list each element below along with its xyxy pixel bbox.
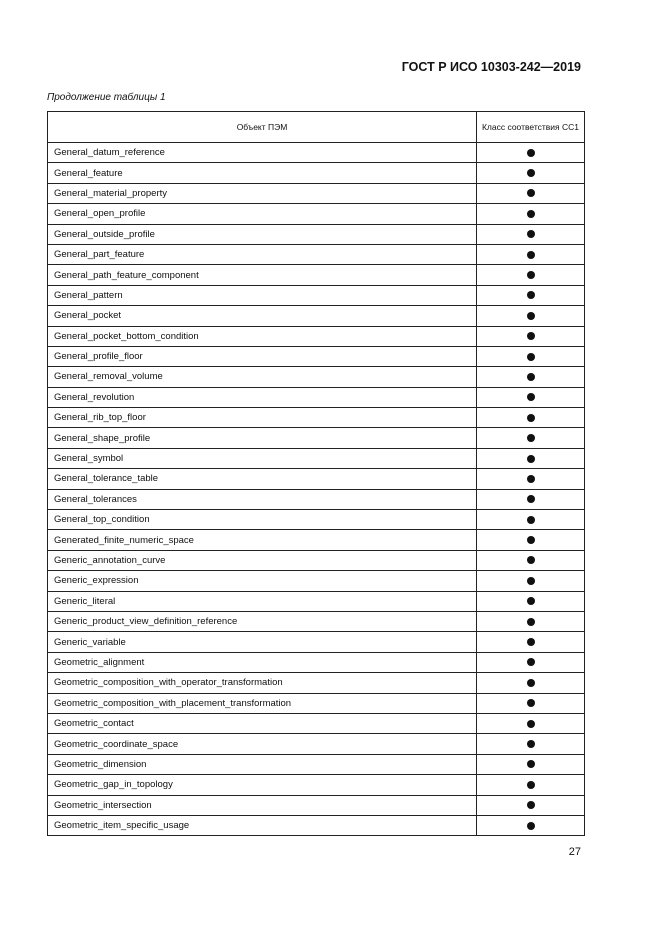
filled-circle-icon [527, 230, 535, 238]
column-header-class: Класс соответствия СС1 [477, 112, 585, 143]
conformance-mark-cell [477, 611, 585, 631]
table-row [48, 204, 585, 224]
table-row [48, 734, 585, 754]
conformance-mark-cell [477, 795, 585, 815]
table-row [48, 632, 585, 652]
filled-circle-icon [527, 699, 535, 707]
column-header-object: Объект ПЭМ [48, 112, 477, 143]
object-name-cell: General_rib_top_floor [48, 408, 477, 428]
object-name-cell: Generic_literal [48, 591, 477, 611]
filled-circle-icon [527, 393, 535, 401]
filled-circle-icon [527, 332, 535, 340]
object-name-cell: General_datum_reference [48, 143, 477, 163]
object-name-cell: Generic_annotation_curve [48, 550, 477, 570]
table-row [48, 469, 585, 489]
object-name-cell: Generic_expression [48, 571, 477, 591]
table-row [48, 448, 585, 468]
table-row [48, 183, 585, 203]
object-name-cell: General_material_property [48, 183, 477, 203]
object-name-cell: General_open_profile [48, 204, 477, 224]
filled-circle-icon [527, 373, 535, 381]
table-row [48, 571, 585, 591]
conformance-mark-cell [477, 591, 585, 611]
table-caption: Продолжение таблицы 1 [47, 92, 166, 103]
object-name-cell: General_path_feature_component [48, 265, 477, 285]
table-row [48, 795, 585, 815]
filled-circle-icon [527, 618, 535, 626]
table-row [48, 673, 585, 693]
conformance-mark-cell [477, 143, 585, 163]
table-row [48, 387, 585, 407]
filled-circle-icon [527, 597, 535, 605]
object-name-cell: Geometric_alignment [48, 652, 477, 672]
object-name-cell: General_tolerance_table [48, 469, 477, 489]
table-row [48, 306, 585, 326]
filled-circle-icon [527, 679, 535, 687]
object-name-cell: General_feature [48, 163, 477, 183]
conformance-mark-cell [477, 306, 585, 326]
conformance-mark-cell [477, 204, 585, 224]
conformance-mark-cell [477, 244, 585, 264]
conformance-mark-cell [477, 815, 585, 835]
object-name-cell: General_part_feature [48, 244, 477, 264]
filled-circle-icon [527, 291, 535, 299]
filled-circle-icon [527, 169, 535, 177]
table-row [48, 367, 585, 387]
standard-designation: ГОСТ Р ИСО 10303-242—2019 [401, 60, 581, 74]
table-header-row [48, 112, 585, 143]
table-row [48, 346, 585, 366]
conformance-mark-cell [477, 326, 585, 346]
table-row [48, 285, 585, 305]
filled-circle-icon [527, 536, 535, 544]
filled-circle-icon [527, 271, 535, 279]
object-name-cell: Geometric_item_specific_usage [48, 815, 477, 835]
table-row [48, 163, 585, 183]
conformance-mark-cell [477, 265, 585, 285]
object-name-cell: Geometric_composition_with_operator_transformation [48, 673, 477, 693]
table-row [48, 652, 585, 672]
filled-circle-icon [527, 455, 535, 463]
conformance-mark-cell [477, 448, 585, 468]
object-name-cell: Generic_product_view_definition_reference [48, 611, 477, 631]
table-row [48, 775, 585, 795]
conformance-mark-cell [477, 346, 585, 366]
object-name-cell: General_revolution [48, 387, 477, 407]
table-row [48, 754, 585, 774]
conformance-mark-cell [477, 469, 585, 489]
table-row [48, 428, 585, 448]
object-name-cell: General_symbol [48, 448, 477, 468]
filled-circle-icon [527, 801, 535, 809]
object-name-cell: General_pocket_bottom_condition [48, 326, 477, 346]
object-name-cell: Geometric_dimension [48, 754, 477, 774]
conformance-mark-cell [477, 632, 585, 652]
filled-circle-icon [527, 516, 535, 524]
filled-circle-icon [527, 760, 535, 768]
conformance-mark-cell [477, 571, 585, 591]
conformance-mark-cell [477, 713, 585, 733]
filled-circle-icon [527, 189, 535, 197]
filled-circle-icon [527, 149, 535, 157]
object-name-cell: Geometric_intersection [48, 795, 477, 815]
table-row [48, 510, 585, 530]
object-name-cell: General_removal_volume [48, 367, 477, 387]
object-name-cell: Geometric_composition_with_placement_transformation [48, 693, 477, 713]
table-row [48, 713, 585, 733]
table-row [48, 550, 585, 570]
table-row [48, 815, 585, 835]
table-row [48, 611, 585, 631]
filled-circle-icon [527, 781, 535, 789]
filled-circle-icon [527, 210, 535, 218]
table-row [48, 530, 585, 550]
conformance-mark-cell [477, 673, 585, 693]
conformance-mark-cell [477, 530, 585, 550]
filled-circle-icon [527, 495, 535, 503]
table-row [48, 693, 585, 713]
filled-circle-icon [527, 740, 535, 748]
filled-circle-icon [527, 353, 535, 361]
conformance-mark-cell [477, 224, 585, 244]
object-name-cell: Geometric_coordinate_space [48, 734, 477, 754]
filled-circle-icon [527, 434, 535, 442]
table-row [48, 489, 585, 509]
object-name-cell: General_tolerances [48, 489, 477, 509]
conformance-mark-cell [477, 693, 585, 713]
table-row [48, 143, 585, 163]
conformance-mark-cell [477, 652, 585, 672]
filled-circle-icon [527, 414, 535, 422]
table-row [48, 224, 585, 244]
table-row [48, 591, 585, 611]
filled-circle-icon [527, 251, 535, 259]
conformance-mark-cell [477, 428, 585, 448]
filled-circle-icon [527, 312, 535, 320]
filled-circle-icon [527, 638, 535, 646]
table-row [48, 265, 585, 285]
filled-circle-icon [527, 475, 535, 483]
conformance-mark-cell [477, 734, 585, 754]
object-name-cell: General_shape_profile [48, 428, 477, 448]
page-number: 27 [568, 846, 581, 858]
object-name-cell: Generic_variable [48, 632, 477, 652]
conformance-mark-cell [477, 408, 585, 428]
filled-circle-icon [527, 577, 535, 585]
conformance-mark-cell [477, 285, 585, 305]
conformance-mark-cell [477, 510, 585, 530]
filled-circle-icon [527, 658, 535, 666]
filled-circle-icon [527, 720, 535, 728]
conformance-mark-cell [477, 754, 585, 774]
table-row [48, 244, 585, 264]
filled-circle-icon [527, 822, 535, 830]
conformance-mark-cell [477, 183, 585, 203]
object-name-cell: General_top_condition [48, 510, 477, 530]
object-name-cell: Geometric_contact [48, 713, 477, 733]
object-name-cell: Generated_finite_numeric_space [48, 530, 477, 550]
conformance-mark-cell [477, 387, 585, 407]
conformance-table [47, 111, 585, 836]
object-name-cell: General_pattern [48, 285, 477, 305]
conformance-mark-cell [477, 775, 585, 795]
object-name-cell: Geometric_gap_in_topology [48, 775, 477, 795]
conformance-mark-cell [477, 550, 585, 570]
conformance-mark-cell [477, 367, 585, 387]
filled-circle-icon [527, 556, 535, 564]
object-name-cell: General_outside_profile [48, 224, 477, 244]
object-name-cell: General_pocket [48, 306, 477, 326]
table-row [48, 408, 585, 428]
conformance-mark-cell [477, 163, 585, 183]
object-name-cell: General_profile_floor [48, 346, 477, 366]
table-row [48, 326, 585, 346]
conformance-mark-cell [477, 489, 585, 509]
